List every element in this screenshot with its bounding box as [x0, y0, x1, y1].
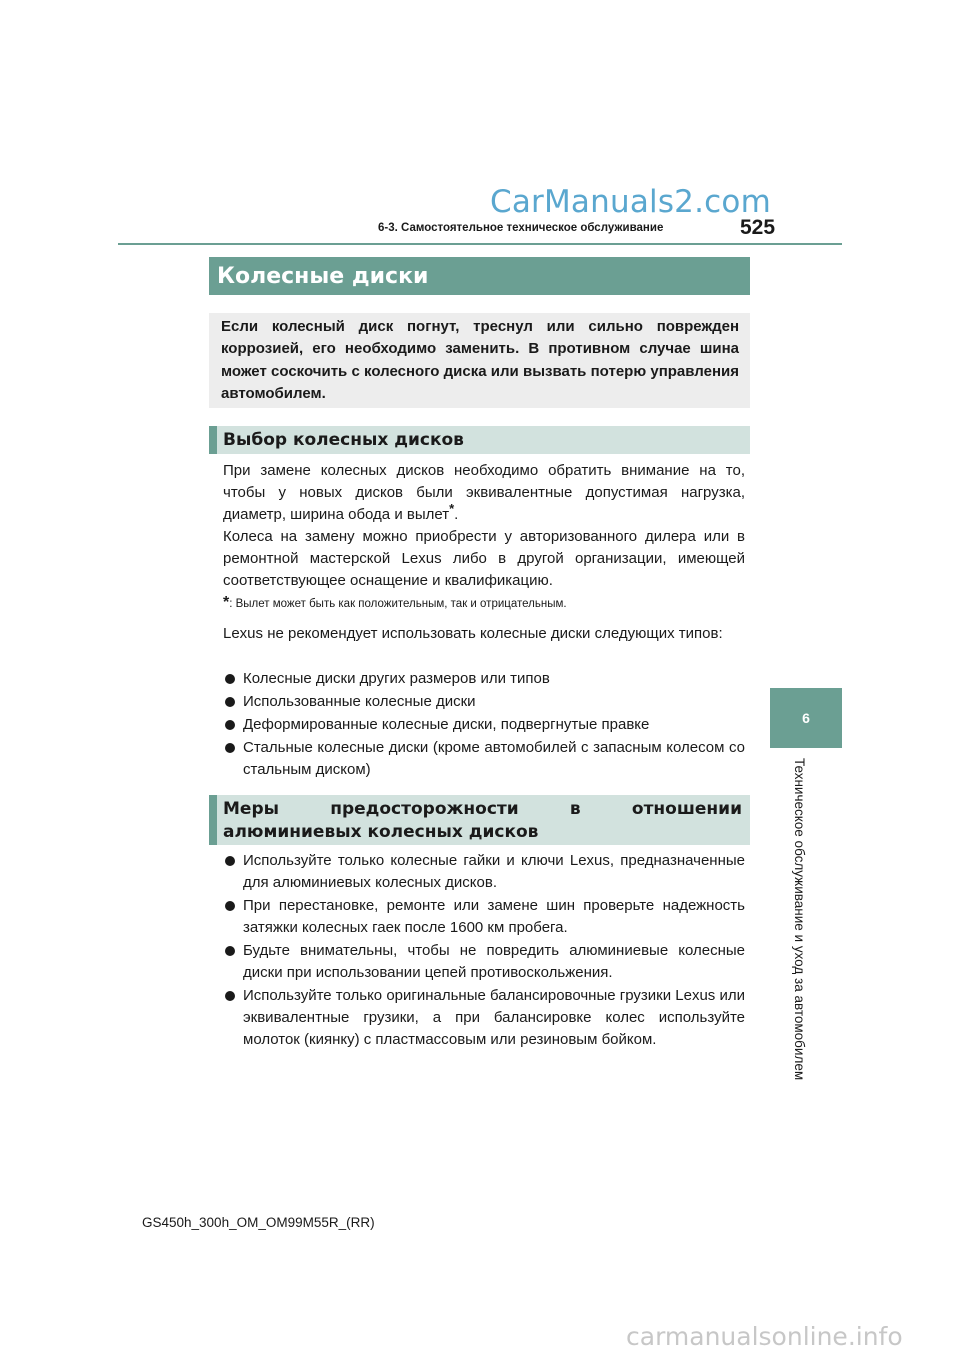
list-item — [223, 668, 745, 690]
list-item — [223, 850, 745, 894]
list-item — [223, 985, 745, 1051]
list-item-text: Будьте внимательны, чтобы не повредить алюминиевые колесные диски при использовании цепей противоскольжения. — [243, 942, 745, 981]
list-item — [223, 691, 745, 713]
intro-box: Если колесный диск погнут, треснул или сильно поврежден коррозией, его необходимо заменить. В противном случае шина может соскочить с колесного диска или вызвать потерю управления автомобилем. — [209, 313, 750, 408]
list-item — [223, 737, 745, 781]
page-number: 525 — [740, 216, 776, 239]
list-item-text: При перестановке, ремонте или замене шин проверьте надежность затяжки колесных гаек после 1600 км пробега. — [243, 897, 745, 936]
list-item-text: Колесные диски других размеров или типов — [243, 670, 550, 687]
watermark-bottom: carmanualsonline.info — [626, 1322, 903, 1351]
title-bar — [209, 257, 750, 295]
list-item-text: Деформированные колесные диски, подвергнутые правке — [243, 716, 650, 733]
footnote-text: : Вылет может быть как положительным, так и отрицательным. — [229, 598, 567, 610]
page-title: Колесные диски — [217, 263, 429, 289]
selection-bullet-list — [223, 668, 745, 781]
bullet-icon — [225, 901, 235, 911]
chapter-tab — [770, 688, 842, 748]
list-item-text: Стальные колесные диски (кроме автомобилей с запасным колесом со стальным диском) — [243, 739, 745, 778]
bullet-icon — [225, 856, 235, 866]
list-item-text: Используйте только оригинальные балансировочные грузики Lexus или эквивалентные грузики, а при балансировке колес используйте молоток (киянку) с пластмассовым или резиновым бойком. — [243, 987, 745, 1048]
footnote — [223, 594, 567, 612]
footer-document-code: GS450h_300h_OM_OM99M55R_(RR) — [142, 1215, 375, 1230]
watermark-top: CarManuals2.com — [490, 184, 771, 220]
list-item — [223, 895, 745, 939]
section-heading-precautions: Меры предосторожности в отношении алюминиевых колесных дисков — [209, 795, 750, 845]
list-item — [223, 940, 745, 984]
header-section-title: 6-3. Самостоятельное техническое обслуживание — [378, 222, 664, 234]
selection-paragraph-1-text: При замене колесных дисков необходимо обратить внимание на то, чтобы у новых дисков были эквивалентные допустимая нагрузка, диаметр, ширина обода и вылет — [223, 462, 745, 523]
bullet-icon — [225, 991, 235, 1001]
footnote-star: * — [223, 594, 230, 611]
bullet-icon — [225, 743, 235, 753]
chapter-number: 6 — [802, 710, 810, 726]
header-rule — [118, 243, 842, 245]
list-item — [223, 714, 745, 736]
section-heading-selection: Выбор колесных дисков — [209, 426, 750, 454]
chapter-title: Техническое обслуживание и уход за автомобилем — [792, 758, 807, 1081]
list-item-text: Использованные колесные диски — [243, 693, 476, 710]
selection-paragraph-1-end: . — [454, 506, 459, 523]
bullet-icon — [225, 674, 235, 684]
bullet-icon — [225, 946, 235, 956]
footnote-marker: * — [449, 501, 455, 516]
bullet-icon — [225, 720, 235, 730]
selection-paragraph-3: Lexus не рекомендует использовать колесные диски следующих типов: — [223, 625, 723, 642]
selection-paragraph-1 — [223, 460, 745, 526]
selection-paragraph-2: Колеса на замену можно приобрести у авторизованного дилера или в ремонтной мастерской Lexus либо в другой организации, имеющей соответствующее оснащение и квалификацию. — [223, 528, 745, 589]
bullet-icon — [225, 697, 235, 707]
list-item-text: Используйте только колесные гайки и ключи Lexus, предназначенные для алюминиевых колесных дисков. — [243, 852, 745, 891]
precautions-bullet-list — [223, 850, 745, 1051]
